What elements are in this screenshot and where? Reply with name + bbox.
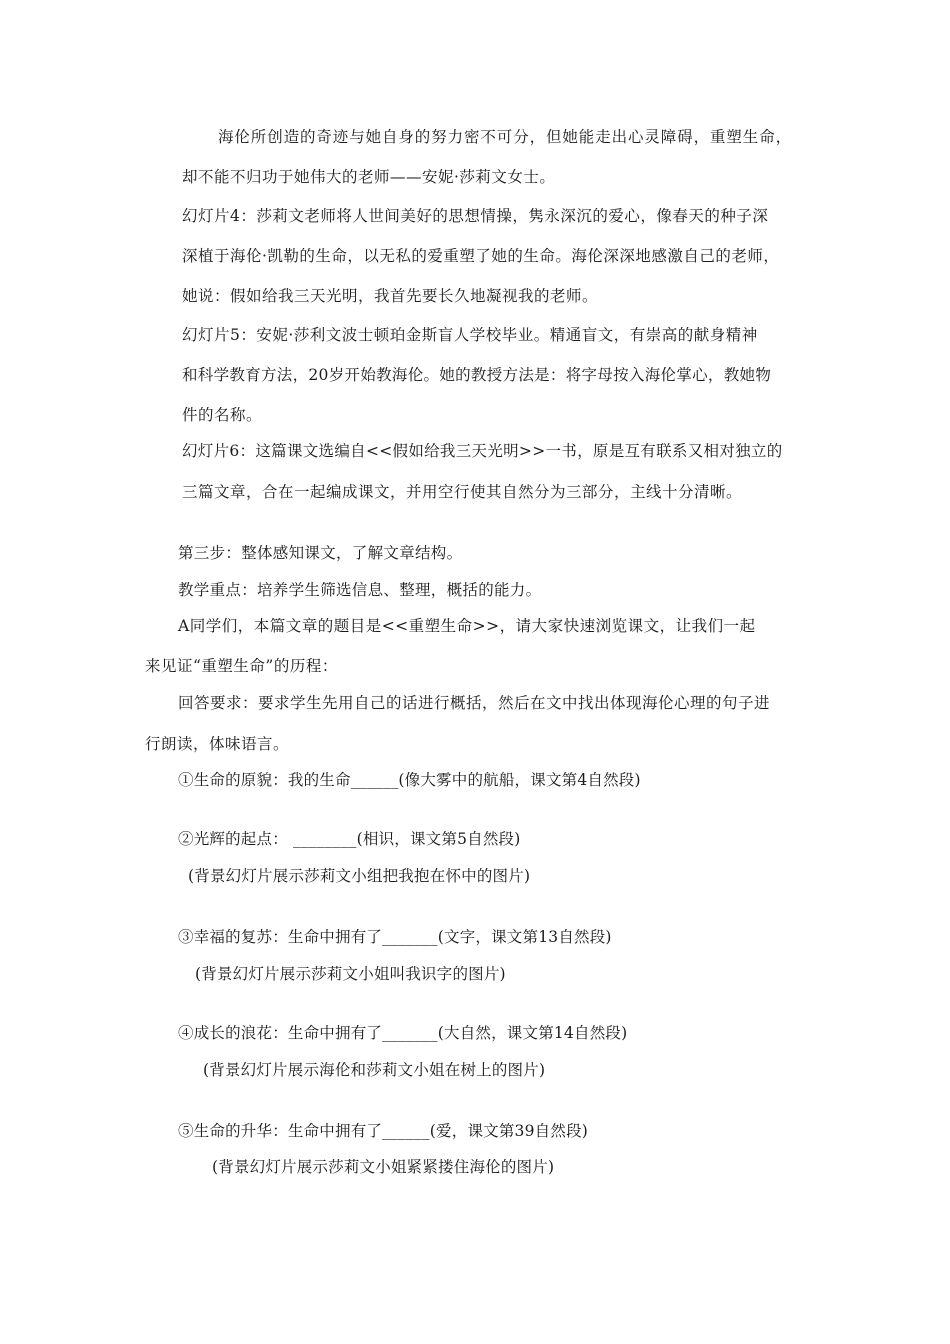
text-line: ①生命的原貌：我的生命______(像大雾中的航船，课文第4自然段) (178, 771, 641, 789)
text-line: (背景幻灯片展示莎莉文小姐叫我识字的图片) (195, 965, 506, 983)
text-line: 幻灯片5：安妮·莎利文波士顿珀金斯盲人学校毕业。精通盲文，有崇高的献身精神 (182, 326, 758, 344)
text-line: 回答要求：要求学生先用自己的话进行概括，然后在文中找出体现海伦心理的句子进 (178, 694, 771, 712)
text-line: (背景幻灯片展示莎莉文小姐紧紧搂住海伦的图片) (212, 1158, 555, 1176)
text-line: 却不能不归功于她伟大的老师——安妮·莎莉文女士。 (182, 168, 556, 186)
text-line: (背景幻灯片展示莎莉文小组把我抱在怀中的图片) (188, 867, 531, 885)
text-line: 和科学教育方法，20岁开始教海伦。她的教授方法是：将字母按入海伦掌心，教她物 (182, 366, 772, 384)
text-line: ③幸福的复苏：生命中拥有了_______(文字，课文第13自然段) (178, 928, 612, 946)
text-line: ②光辉的起点： ________(相识，课文第5自然段) (178, 830, 521, 848)
text-line: 深植于海伦·凯勒的生命，以无私的爱重塑了她的生命。海伦深深地感激自己的老师， (182, 247, 780, 265)
text-line: 行朗读，体味语言。 (145, 735, 290, 753)
text-line: A同学们，本篇文章的题目是<<重塑生命>>，请大家快速浏览课文，让我们一起 (178, 617, 756, 635)
text-line: 教学重点：培养学生筛选信息、整理，概括的能力。 (178, 581, 542, 599)
text-line: 海伦所创造的奇迹与她自身的努力密不可分，但她能走出心灵障碍，重塑生命， (218, 128, 793, 146)
text-line: 第三步：整体感知课文，了解文章结构。 (178, 544, 463, 562)
text-line: 三篇文章，合在一起编成课文，并用空行使其自然分为三部分，主线十分清晰。 (182, 483, 743, 501)
text-line: 件的名称。 (182, 406, 263, 424)
text-line: ⑤生命的升华：生命中拥有了______(爱，课文第39自然段) (178, 1122, 589, 1140)
text-line: (背景幻灯片展示海伦和莎莉文小姐在树上的图片) (203, 1061, 546, 1079)
text-line: ④成长的浪花：生命中拥有了_______(大自然，课文第14自然段) (178, 1024, 628, 1042)
text-line: 幻灯片6：这篇课文选编自<<假如给我三天光明>>一书，原是互有联系又相对独立的 (182, 442, 783, 460)
text-line: 她说：假如给我三天光明，我首先要长久地凝视我的老师。 (182, 287, 599, 305)
text-line: 幻灯片4：莎莉文老师将人世间美好的思想情操，隽永深沉的爱心，像春天的种子深 (182, 207, 769, 225)
text-line: 来见证“重塑生命”的历程： (145, 657, 338, 675)
